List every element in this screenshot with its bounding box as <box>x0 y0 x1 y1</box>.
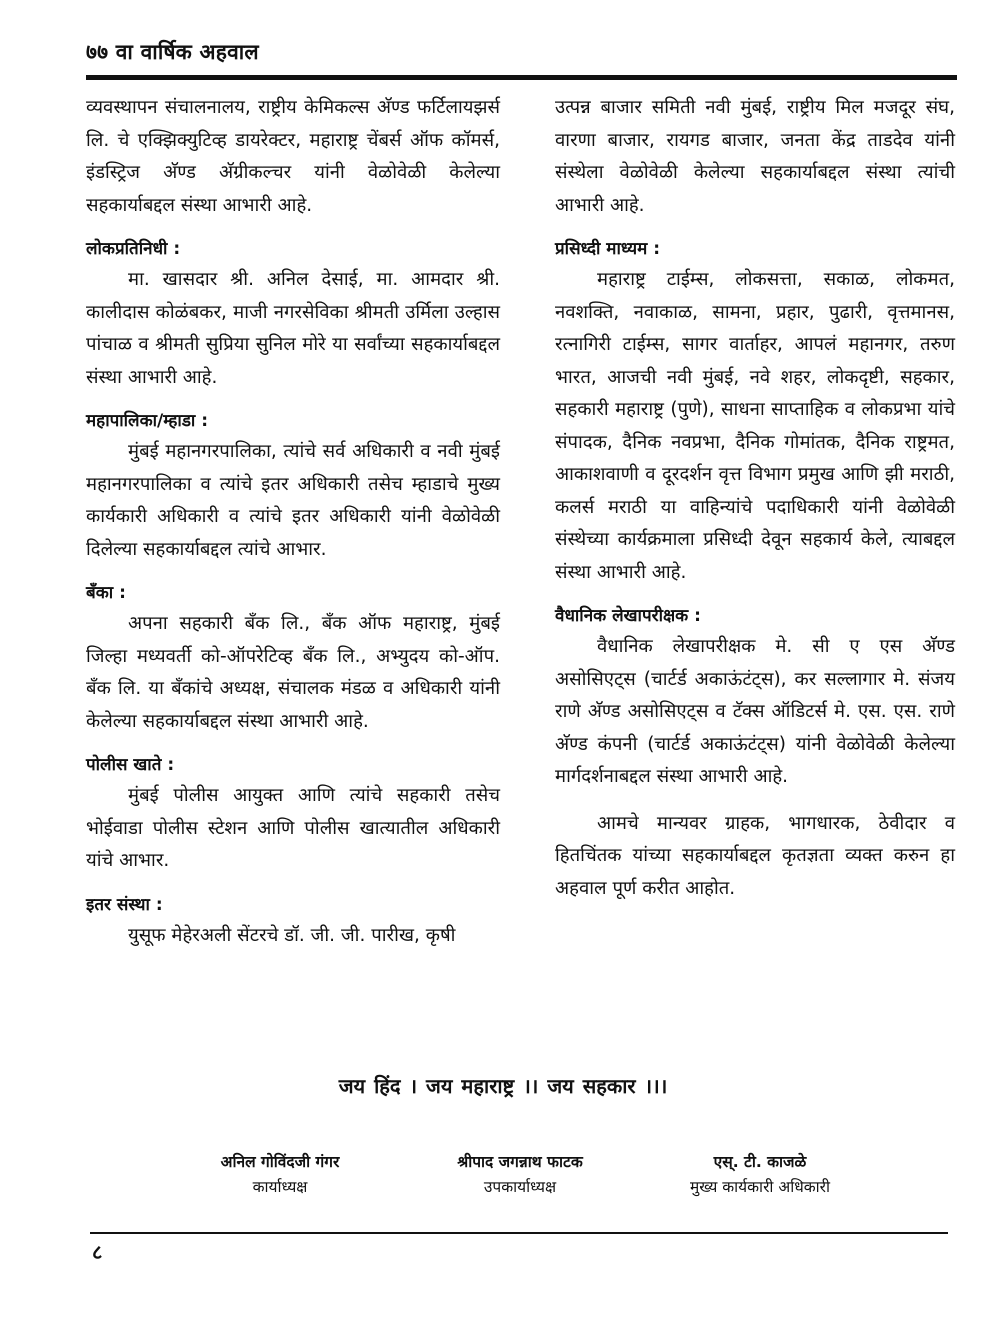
section-body: महाराष्ट्र टाईम्स, लोकसत्ता, सकाळ, लोकमत, नवशक्ति, नवाकाळ, सामना, प्रहार, पुढारी, वृत्तमानस, रत्नागिरी टाईम्स, सागर वार्ताहर, आपलं महानगर, तरुण भारत, आजची नवी मुंबई, नवे शहर, लोकदृष्टी, सहकार, सहकारी महाराष्ट्र (पुणे), साधना साप्ताहिक व लोकप्रभा यांचे संपादक, दैनिक नवप्रभा, दैनिक गोमांतक, दैनिक राष्ट्रमत, आकाशवाणी व दूरदर्शन वृत्त विभाग प्रमुख आणि झी मराठी, कलर्स मराठी या वाहिन्यांचे पदाधिकारी यांनी वेळोवेळी संस्थेच्या कार्यक्रमाला प्रसिध्दी देवून सहकार्य केले, त्याबद्दल संस्था आभारी आहे. <box>555 269 955 583</box>
left-intro-paragraph: व्यवस्थापन संचालनालय, राष्ट्रीय केमिकल्स अ‍ॅण्ड फर्टिलायझर्स लि. चे एक्झिक्युटिव्ह डायरेक्टर, महाराष्ट्र चेंबर्स ऑफ कॉमर्स, इंडस्ट्रिज अ‍ॅण्ड अ‍ॅग्रीकल्चर यांनी वेळोवेळी केलेल्या सहकार्याबद्दल संस्था आभारी आहे. <box>86 97 500 216</box>
section-body: अपना सहकारी बँक लि., बँक ऑफ महाराष्ट्र, मुंबई जिल्हा मध्यवर्ती को-ऑपरेटिव्ह बँक लि., अभ्युदय को-ऑप. बँक लि. या बँकांचे अध्यक्ष, संचालक मंडळ व अधिकारी यांनी केलेल्या सहकार्याबद्दल संस्था आभारी आहे. <box>86 613 500 732</box>
signatory-role: कार्याध्यक्ष <box>252 1178 308 1196</box>
section-media <box>555 234 955 589</box>
section-body: मुंबई पोलीस आयुक्त आणि त्यांचे सहकारी तसेच भोईवाडा पोलीस स्टेशन आणि पोलीस खात्यातील अधिकारी यांचे आभार. <box>86 785 500 871</box>
header-rule <box>86 75 957 80</box>
signature-block <box>170 1150 870 1200</box>
right-column <box>555 92 955 905</box>
footer-rule <box>90 1232 948 1234</box>
section-municipal-mhada <box>86 406 500 566</box>
section-body: वैधानिक लेखापरीक्षक मे. सी ए एस अ‍ॅण्ड असोसिएट्स (चार्टर्ड अकाऊंटंट्स), कर सल्लागार मे. संजय राणे अ‍ॅण्ड असोसिएट्स व टॅक्स ऑडिटर्स मे. एस. एस. राणे अ‍ॅण्ड कंपनी (चार्टर्ड अकाऊंटंट्स) यांनी वेळोवेळी केलेल्या मार्गदर्शनाबद्दल संस्था आभारी आहे. <box>555 636 955 787</box>
spacer <box>555 794 955 808</box>
signatory-name: अनिल गोविंदजी गंगर <box>220 1153 340 1171</box>
signatory-role: मुख्य कार्यकारी अधिकारी <box>689 1178 831 1196</box>
signatory <box>410 1150 630 1200</box>
section-title: लोकप्रतिनिधी : <box>86 239 181 259</box>
section-title: बँका : <box>86 583 126 603</box>
section-other-institutions <box>86 890 500 953</box>
signatory <box>170 1150 390 1200</box>
closing-paragraph: आमचे मान्यवर ग्राहक, भागधारक, ठेवीदार व हितचिंतक यांच्या सहकार्याबद्दल कृतज्ञता व्यक्त करुन हा अहवाल पूर्ण करीत आहोत. <box>555 812 955 899</box>
page-header-title: ७७ वा वार्षिक अहवाल <box>86 40 259 64</box>
closing-slogan: जय हिंद । जय महाराष्ट्र ।। जय सहकार ।।। <box>338 1074 668 1098</box>
section-title: इतर संस्था : <box>86 894 163 915</box>
section-body: युसूफ मेहेरअली सेंटरचे डॉ. जी. जी. पारीख, कृषी <box>128 924 456 946</box>
page-number: ८ <box>92 1240 103 1264</box>
signatory-name: श्रीपाद जगन्नाथ फाटक <box>457 1153 583 1171</box>
right-intro-paragraph: उत्पन्न बाजार समिती नवी मुंबई, राष्ट्रीय मिल मजदूर संघ, वारणा बाजार, रायगड बाजार, जनता केंद्र ताडदेव यांनी संस्थेला वेळोवेळी केलेल्या सहकार्याबद्दल संस्था त्यांची आभारी आहे. <box>555 97 955 216</box>
left-column <box>86 92 500 952</box>
section-body: मा. खासदार श्री. अनिल देसाई, मा. आमदार श्री. कालीदास कोळंबकर, माजी नगरसेविका श्रीमती उर्मिला उल्हास पांचाळ व श्रीमती सुप्रिया सुनिल मोरे या सर्वांच्या सहकार्याबद्दल संस्था आभारी आहे. <box>86 269 500 388</box>
section-body: मुंबई महानगरपालिका, त्यांचे सर्व अधिकारी व नवी मुंबई महानगरपालिका व त्यांचे इतर अधिकारी तसेच म्हाडाचे मुख्य कार्यकारी अधिकारी व त्यांचे इतर अधिकारी यांनी वेळोवेळी दिलेल्या सहकार्याबद्दल त्यांचे आभार. <box>86 441 500 560</box>
section-banks <box>86 578 500 738</box>
section-title: पोलीस खाते : <box>86 755 175 775</box>
section-title: वैधानिक लेखापरीक्षक : <box>555 606 701 626</box>
signatory <box>650 1150 870 1200</box>
section-police <box>86 750 500 878</box>
section-title: महापालिका/म्हाडा : <box>86 411 209 431</box>
signatory-role: उपकार्याध्यक्ष <box>483 1178 557 1196</box>
section-title: प्रसिध्दी माध्यम : <box>555 239 661 259</box>
section-statutory-auditors <box>555 601 955 794</box>
section-public-representatives <box>86 234 500 394</box>
signatory-name: एस्. टी. काजळे <box>713 1153 807 1171</box>
